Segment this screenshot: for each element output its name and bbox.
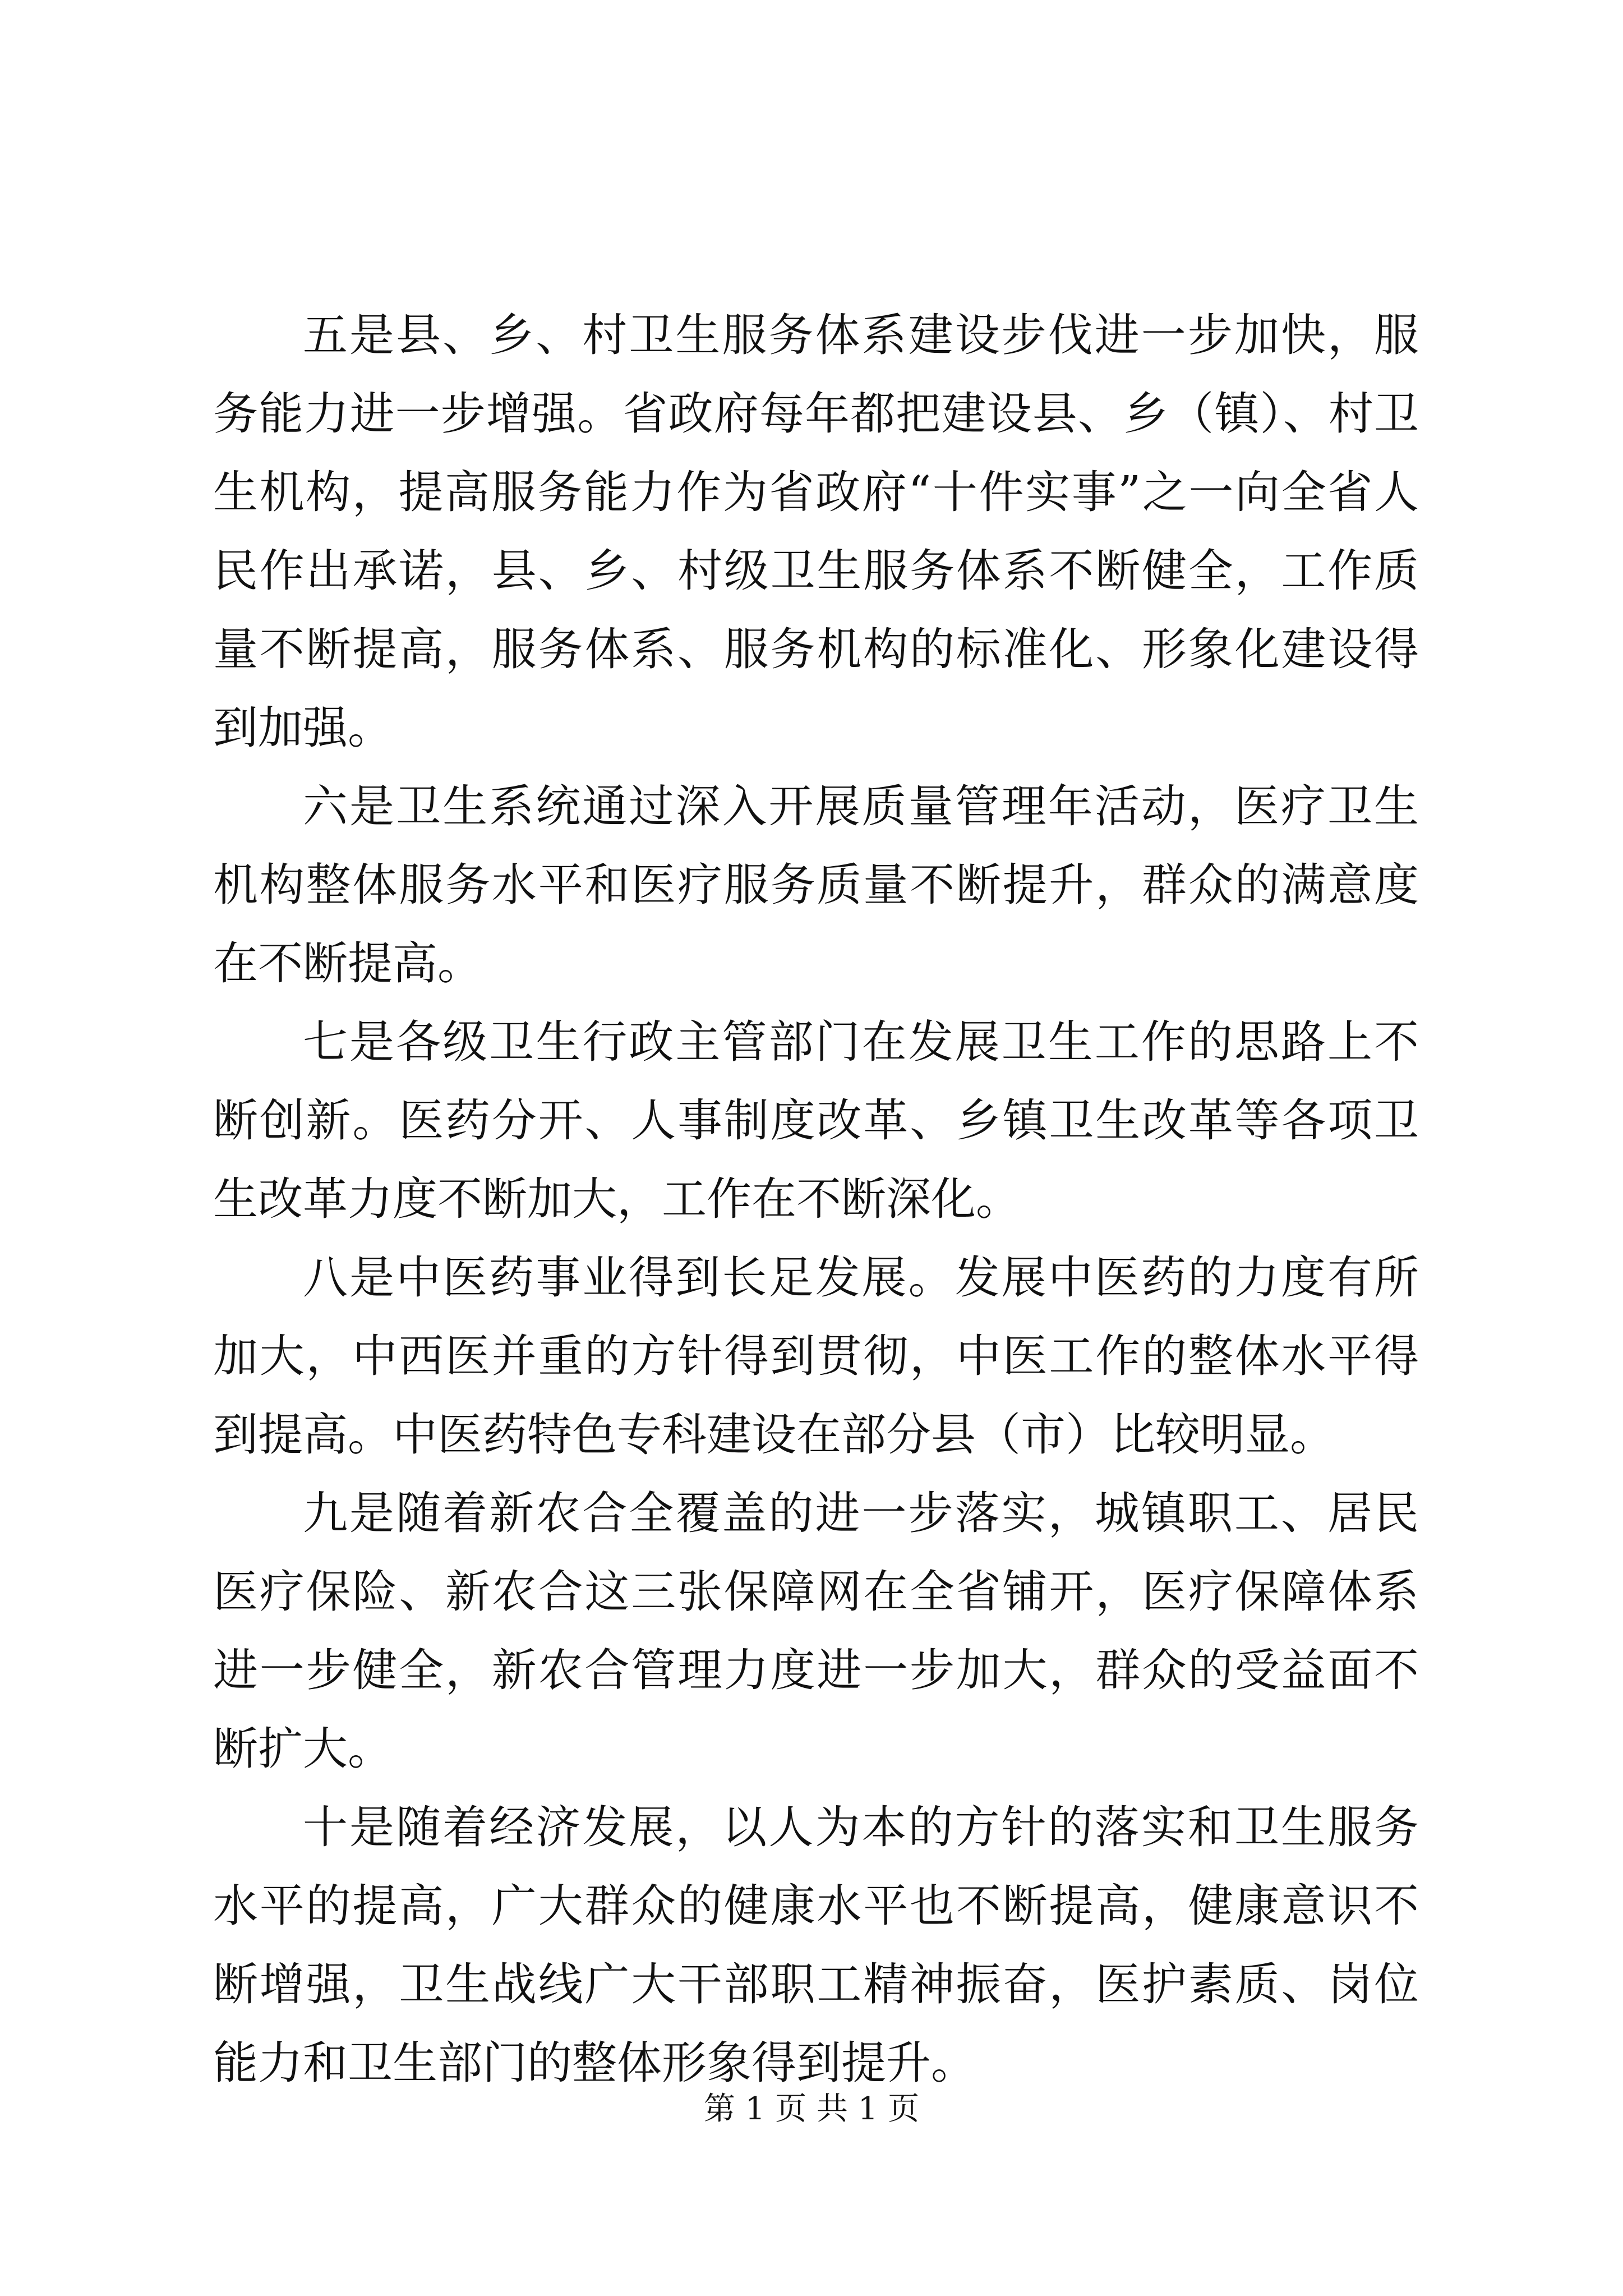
paragraph-10: 十是随着经济发展，以人为本的方针的落实和卫生服务水平的提高，广大群众的健康水平也不断提高，健康意识不断增强，卫生战线广大干部职工精神振奋，医护素质、岗位能力和卫生部门的整体形象得到提升。 [213,1801,1419,2089]
paragraph-7: 七是各级卫生行政主管部门在发展卫生工作的思路上不断创新。医药分开、人事制度改革、乡镇卫生改革等各项卫生改革力度不断加大，工作在不断深化。 [213,1016,1419,1225]
paragraph-8: 八是中医药事业得到长足发展。发展中医药的力度有所加大，中西医并重的方针得到贯彻，中医工作的整体水平得到提高。中医药特色专科建设在部分县（市）比较明显。 [213,1251,1419,1461]
paragraph-9: 九是随着新农合全覆盖的进一步落实，城镇职工、居民医疗保险、新农合这三张保障网在全省铺开，医疗保障体系进一步健全，新农合管理力度进一步加大，群众的受益面不断扩大。 [213,1487,1419,1775]
document-body [213,296,1419,2102]
paragraph-6: 六是卫生系统通过深入开展质量管理年活动，医疗卫生机构整体服务水平和医疗服务质量不断提升，群众的满意度在不断提高。 [213,780,1419,990]
paragraph-5: 五是县、乡、村卫生服务体系建设步伐进一步加快，服务能力进一步增强。省政府每年都把建设县、乡（镇）、村卫生机构，提高服务能力作为省政府“十件实事”之一向全省人民作出承诺，县、乡、村级卫生服务体系不断健全，工作质量不断提高，服务体系、服务机构的标准化、形象化建设得到加强。 [213,309,1419,754]
page-footer: 第 1 页 共 1 页 [703,2091,920,2127]
